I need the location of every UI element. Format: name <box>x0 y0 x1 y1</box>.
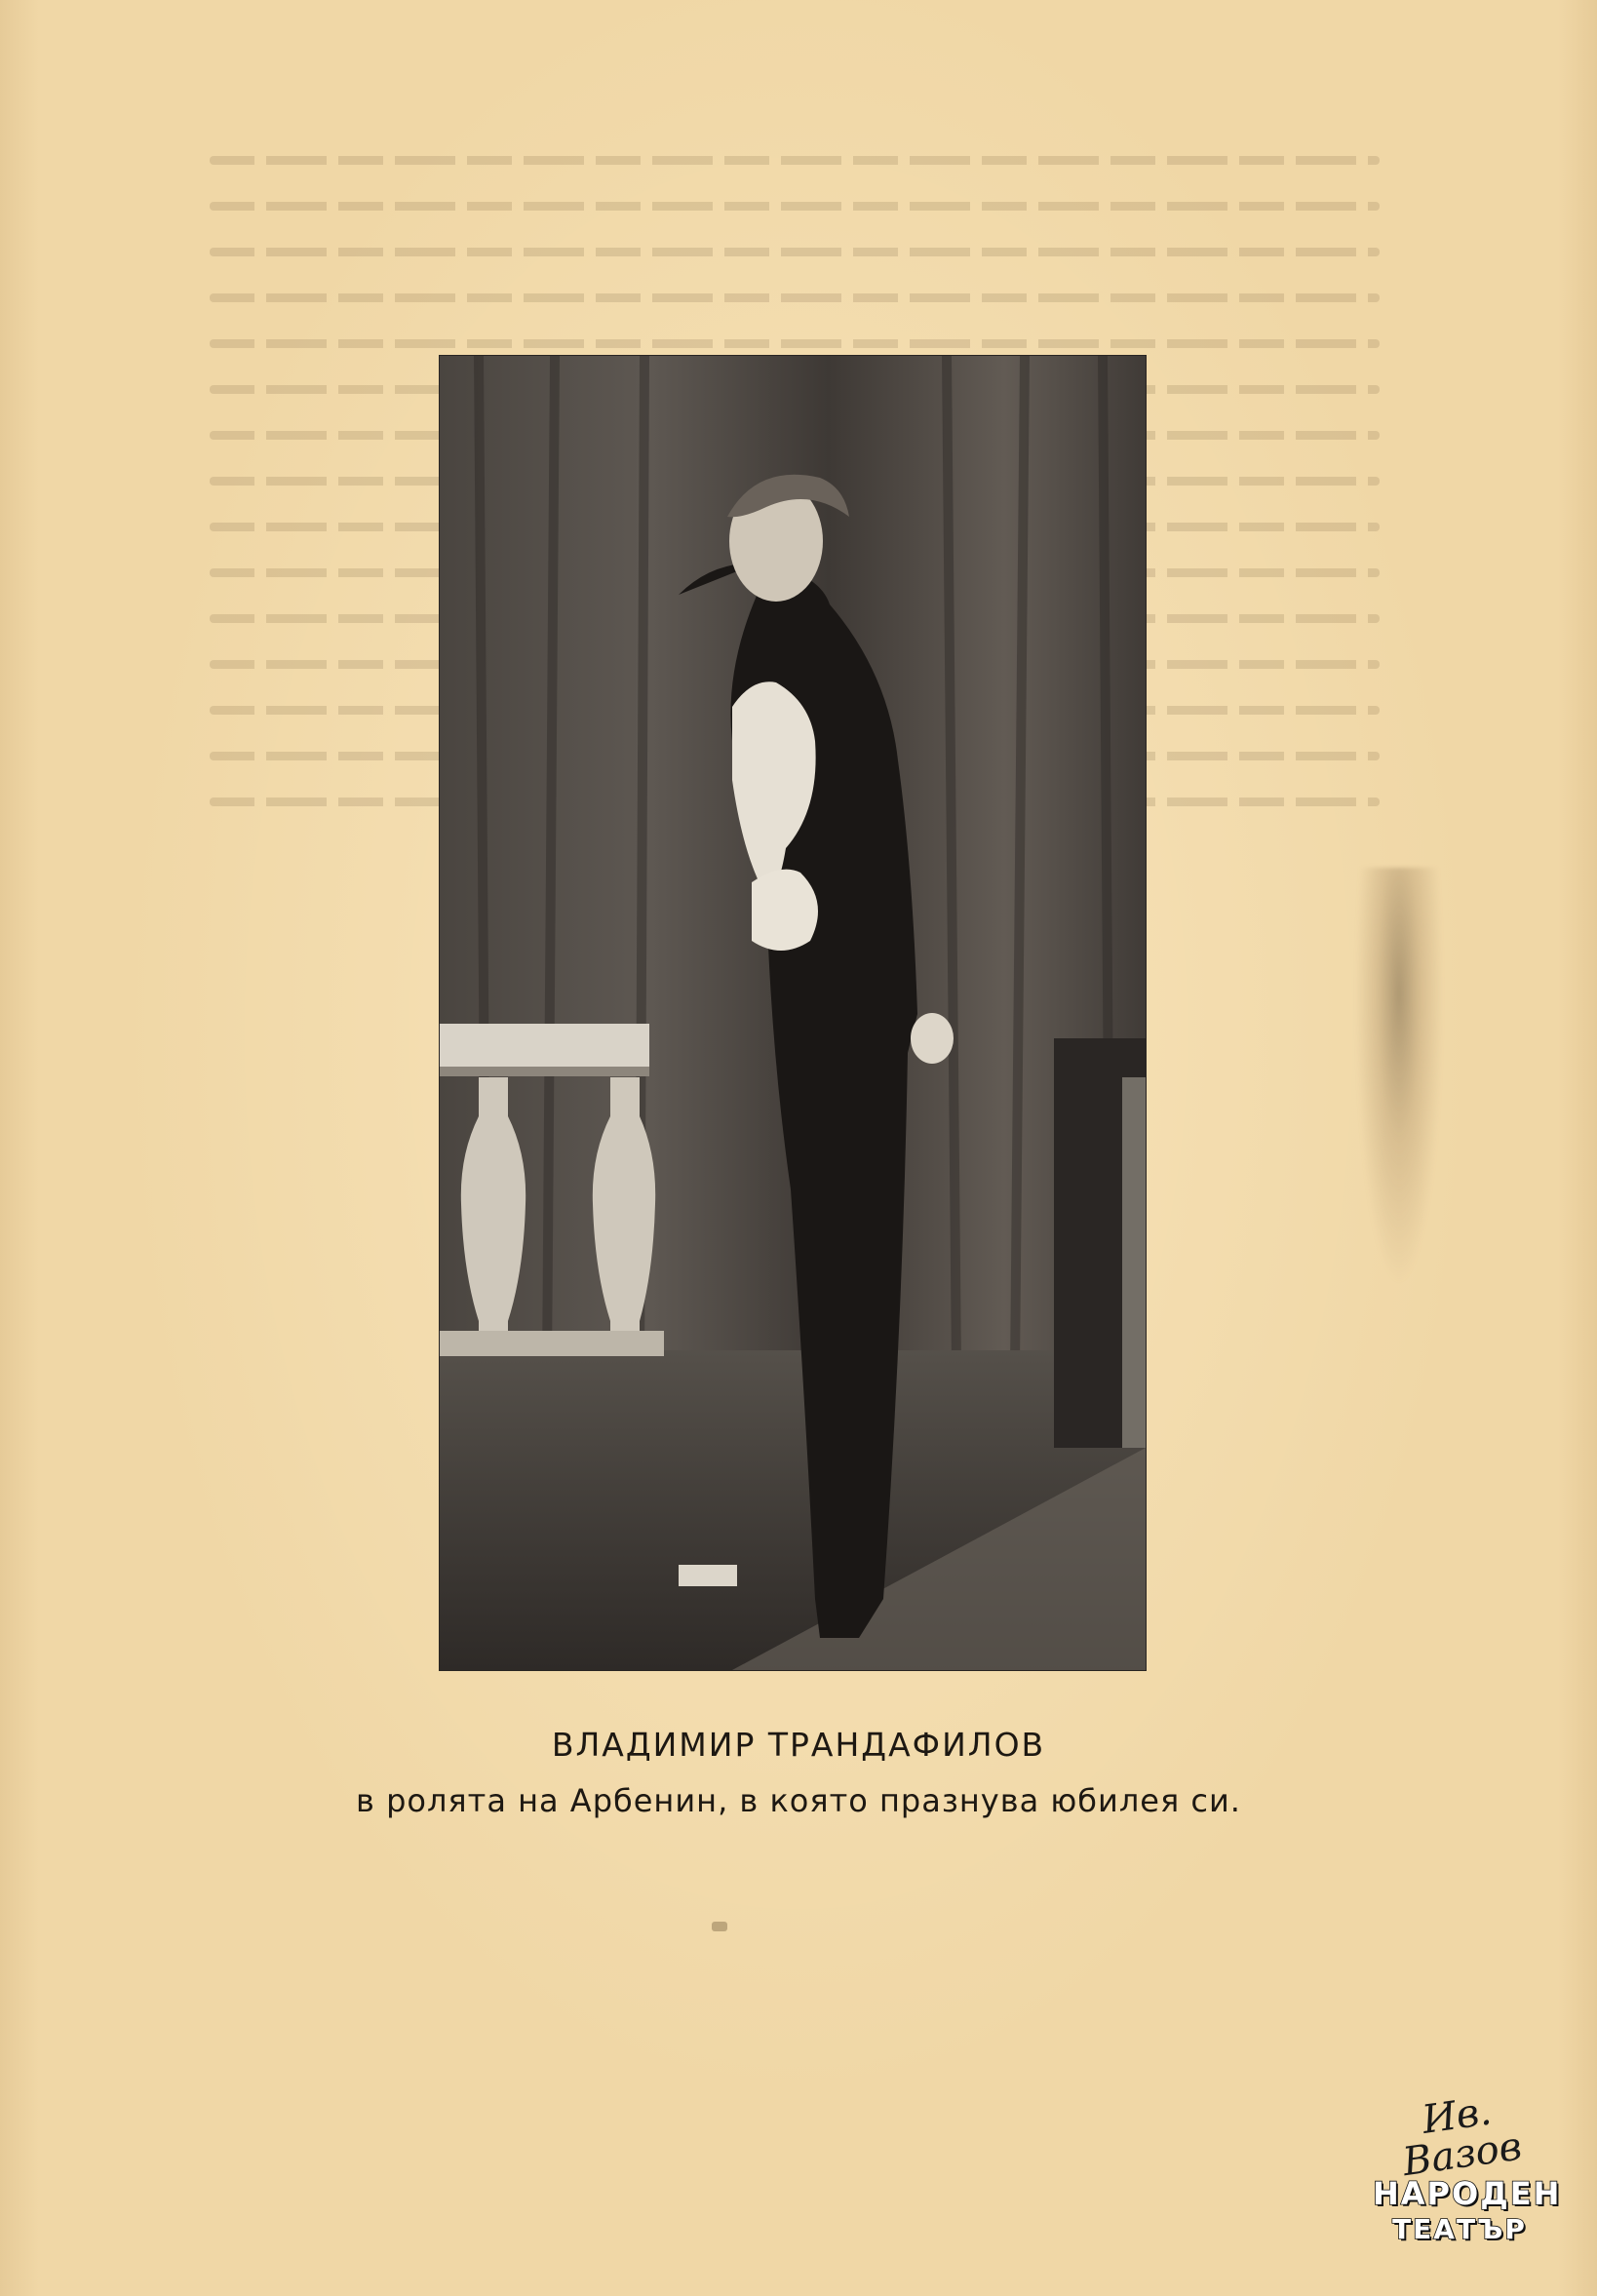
caption-subtitle: в ролята на Арбенин, в която празнува юбилея си. <box>356 1782 1241 1819</box>
logo-signature: Ив. Вазов <box>1399 2088 1525 2186</box>
national-theatre-logo <box>1373 2088 1562 2245</box>
caption-title: ВЛАДИМИР ТРАНДАФИЛОВ <box>551 1726 1046 1764</box>
print-mark <box>712 1922 727 1931</box>
paper-stain <box>1355 868 1443 1287</box>
logo-line1: НАРОДЕН <box>1373 2175 1562 2212</box>
portrait-photo <box>440 356 1146 1670</box>
logo-line2: ТЕАТЪР <box>1392 2213 1527 2245</box>
